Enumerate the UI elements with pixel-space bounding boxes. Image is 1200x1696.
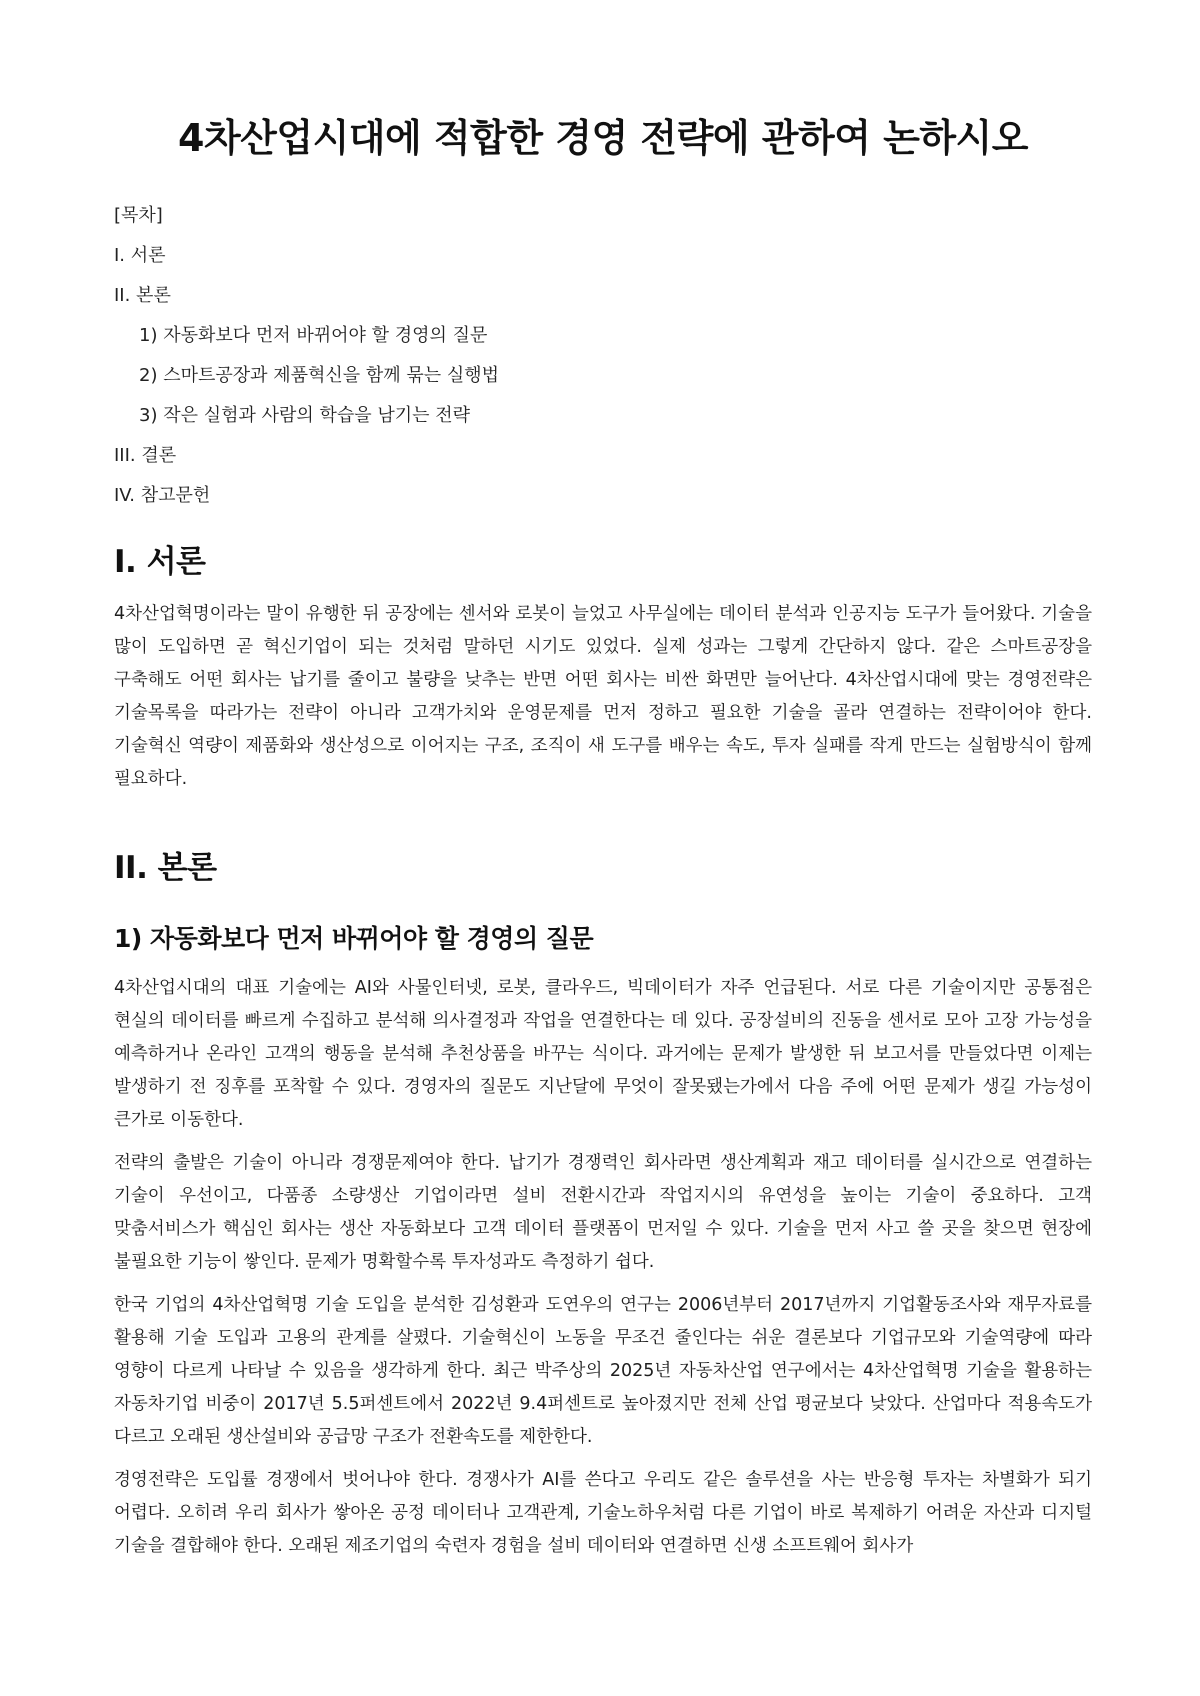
section-heading-body: II. 본론 (114, 850, 217, 886)
toc-item-intro: I. 서론 (114, 245, 166, 266)
subsection-1 (114, 920, 1092, 1563)
toc-item-body-1: 1) 자동화보다 먼저 바뀌어야 할 경영의 질문 (139, 325, 488, 346)
table-of-contents (114, 196, 1092, 516)
paragraph: 경영전략은 도입률 경쟁에서 벗어나야 한다. 경쟁사가 AI를 쓴다고 우리도 같은 솔루션을 사는 반응형 투자는 차별화가 되기 어렵다. 오히려 우리 회사가 쌓아온 공정 데이터나 고객관계, 기술노하우처럼 다른 기업이 바로 복제하기 어려운 자산과 디지털 기술을 결합해야 한다. 오래된 제조기업의 숙련자 경험을 설비 데이터와 연결하면 신생 소프트웨어 회사가 (114, 1470, 1092, 1556)
toc-item-body-2: 2) 스마트공장과 제품혁신을 함께 묶는 실행법 (139, 365, 500, 386)
toc-item-conclusion: III. 결론 (114, 445, 177, 466)
subsection-heading: 1) 자동화보다 먼저 바뀌어야 할 경영의 질문 (114, 924, 594, 953)
paragraph: 4차산업혁명이라는 말이 유행한 뒤 공장에는 센서와 로봇이 늘었고 사무실에는 데이터 분석과 인공지능 도구가 들어왔다. 기술을 많이 도입하면 곧 혁신기업이 되는 것처럼 말하던 시기도 있었다. 실제 성과는 그렇게 간단하지 않다. 같은 스마트공장을 구축해도 어떤 회사는 납기를 줄이고 불량을 낮추는 반면 어떤 회사는 비싼 화면만 늘어난다. 4차산업시대에 맞는 경영전략은 기술목록을 따라가는 전략이 아니라 고객가치와 운영문제를 먼저 정하고 필요한 기술을 골라 연결하는 전략이어야 한다. 기술혁신 역량이 제품화와 생산성으로 이어지는 구조, 조직이 새 도구를 배우는 속도, 투자 실패를 작게 만드는 실험방식이 함께 필요하다. (114, 604, 1092, 789)
toc-heading: [목차] (114, 205, 163, 226)
paragraph: 4차산업시대의 대표 기술에는 AI와 사물인터넷, 로봇, 클라우드, 빅데이터가 자주 언급된다. 서로 다른 기술이지만 공통점은 현실의 데이터를 빠르게 수집하고 분석해 의사결정과 작업을 연결한다는 데 있다. 공장설비의 진동을 센서로 모아 고장 가능성을 예측하거나 온라인 고객의 행동을 분석해 추천상품을 바꾸는 식이다. 과거에는 문제가 발생한 뒤 보고서를 만들었다면 이제는 발생하기 전 징후를 포착할 수 있다. 경영자의 질문도 지난달에 무엇이 잘못됐는가에서 다음 주에 어떤 문제가 생길 가능성이 큰가로 이동한다. (114, 978, 1092, 1130)
toc-item-body: II. 본론 (114, 285, 171, 306)
section-introduction (114, 540, 1092, 796)
section-heading-introduction: I. 서론 (114, 544, 206, 580)
toc-item-body-3: 3) 작은 실험과 사람의 학습을 남기는 전략 (139, 405, 471, 426)
paragraph: 한국 기업의 4차산업혁명 기술 도입을 분석한 김성환과 도연우의 연구는 2006년부터 2017년까지 기업활동조사와 재무자료를 활용해 기술 도입과 고용의 관계를 살폈다. 기술혁신이 노동을 무조건 줄인다는 쉬운 결론보다 기업규모와 기술역량에 따라 영향이 다르게 나타날 수 있음을 생각하게 한다. 최근 박주상의 2025년 자동차산업 연구에서는 4차산업혁명 기술을 활용하는 자동차기업 비중이 2017년 5.5퍼센트에서 2022년 9.4퍼센트로 높아졌지만 전체 산업 평균보다 낮았다. 산업마다 적용속도가 다르고 오래된 생산설비와 공급망 구조가 전환속도를 제한한다. (114, 1295, 1092, 1447)
section-body (114, 846, 1092, 1563)
paragraph: 전략의 출발은 기술이 아니라 경쟁문제여야 한다. 납기가 경쟁력인 회사라면 생산계획과 재고 데이터를 실시간으로 연결하는 기술이 우선이고, 다품종 소량생산 기업이라면 설비 전환시간과 작업지시의 유연성을 높이는 기술이 중요하다. 고객 맞춤서비스가 핵심인 회사는 생산 자동화보다 고객 데이터 플랫폼이 먼저일 수 있다. 기술을 먼저 사고 쓸 곳을 찾으면 현장에 불필요한 기능이 쌓인다. 문제가 명확할수록 투자성과도 측정하기 쉽다. (114, 1153, 1092, 1272)
document-title: 4차산업시대에 적합한 경영 전략에 관하여 논하시오 (178, 116, 1028, 160)
toc-item-references: IV. 참고문헌 (114, 485, 211, 506)
